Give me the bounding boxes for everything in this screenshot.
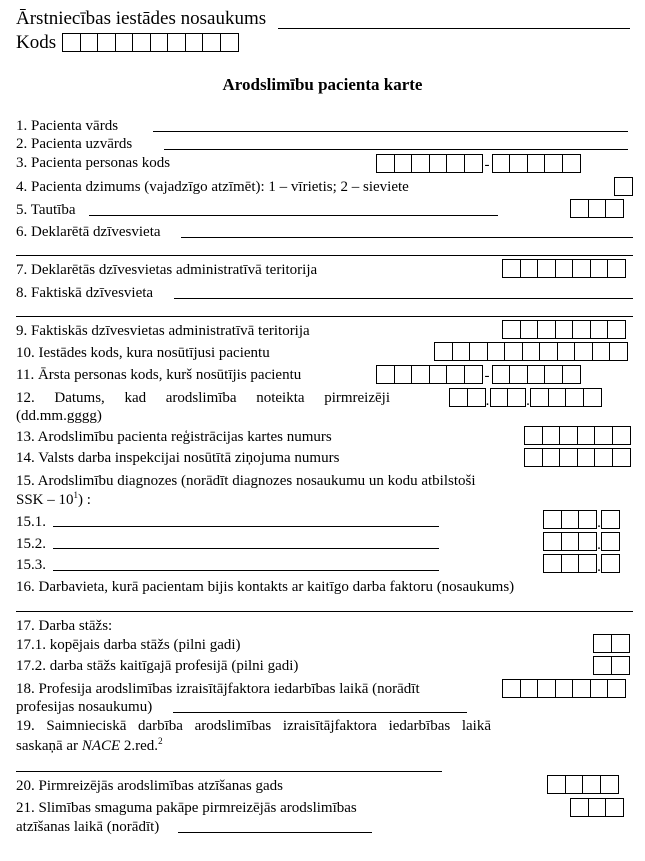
digit-box[interactable] [605, 199, 624, 218]
field-2-line[interactable] [164, 149, 628, 150]
digit-box[interactable] [577, 426, 596, 445]
digit-box[interactable] [578, 532, 597, 551]
field-19-line[interactable] [16, 771, 442, 772]
digit-box[interactable] [509, 365, 528, 384]
digit-box[interactable] [607, 679, 626, 698]
digit-box[interactable] [464, 365, 483, 384]
field-6-line[interactable] [181, 237, 633, 238]
digit-box[interactable] [607, 320, 626, 339]
field-8-line-2[interactable] [16, 316, 633, 317]
digit-box[interactable] [588, 199, 607, 218]
digit-box[interactable] [577, 448, 596, 467]
field-5-line[interactable] [89, 215, 498, 216]
footnote-1-marker: 1 [73, 490, 79, 500]
total-experience-boxes[interactable] [593, 634, 630, 653]
digit-box[interactable] [578, 554, 597, 573]
digit-box[interactable] [544, 154, 563, 173]
gender-box[interactable] [614, 177, 633, 196]
field-4-label: 4. Pacienta dzimums (vajadzīgo atzīmēt): 1 – vīrietis; 2 – sieviete [16, 179, 409, 195]
field-10-label: 10. Iestādes kods, kura nosūtījusi pacientu [16, 345, 270, 361]
digit-box[interactable] [607, 259, 626, 278]
digit-box[interactable] [429, 365, 448, 384]
field-21-line[interactable] [178, 832, 372, 833]
institution-code-boxes-10[interactable] [434, 342, 628, 361]
field-17-2-label: 17.2. darba stāžs kaitīgajā profesijā (pilni gadi) [16, 658, 299, 674]
digit-box[interactable] [593, 656, 612, 675]
nationality-boxes[interactable] [570, 199, 624, 218]
digit-box[interactable] [611, 656, 630, 675]
digit-box[interactable] [544, 365, 563, 384]
field-12-label-2: (dd.mm.gggg) [16, 408, 102, 424]
footnote-2-marker: 2 [158, 736, 163, 746]
field-21-label-2: atzīšanas laikā (norādīt) [16, 819, 160, 835]
digit-box[interactable] [507, 388, 526, 407]
digit-box[interactable] [547, 775, 566, 794]
field-15-2-label: 15.2. [16, 536, 46, 552]
digit-box[interactable] [446, 154, 465, 173]
digit-box[interactable] [167, 33, 186, 52]
field-7-label: 7. Deklarētās dzīvesvietas administratīvā teritorija [16, 262, 318, 278]
institution-code-boxes[interactable] [62, 33, 239, 52]
digit-box[interactable] [543, 532, 562, 551]
digit-box[interactable] [594, 426, 613, 445]
digit-box[interactable] [132, 33, 151, 52]
digit-box[interactable] [469, 342, 488, 361]
digit-box[interactable] [605, 798, 624, 817]
field-19-label-2 [16, 737, 163, 755]
field-16-line[interactable] [16, 611, 633, 612]
diagnosis-3-code-boxes[interactable] [543, 554, 620, 573]
digit-box[interactable] [590, 320, 609, 339]
digit-box[interactable] [537, 679, 556, 698]
field-12-label [16, 389, 390, 407]
report-number-boxes[interactable] [524, 448, 631, 467]
actual-territory-boxes[interactable] [502, 320, 626, 339]
dot-separator: . [526, 393, 530, 409]
field-21-label: 21. Slimības smaguma pakāpe pirmreizējās arodslimības [16, 800, 357, 816]
digit-box[interactable] [559, 426, 578, 445]
digit-box[interactable] [548, 388, 567, 407]
digit-box[interactable] [574, 342, 593, 361]
digit-box[interactable] [543, 554, 562, 573]
digit-box[interactable] [80, 33, 99, 52]
digit-box[interactable] [601, 532, 620, 551]
page-title: Arodslimību pacienta karte [222, 75, 423, 94]
recognition-year-boxes[interactable] [547, 775, 619, 794]
digit-box[interactable] [62, 33, 81, 52]
field-20-label: 20. Pirmreizējās arodslimības atzīšanas gads [16, 778, 284, 794]
profession-code-boxes[interactable] [502, 679, 626, 698]
field-15-1-line[interactable] [53, 526, 439, 527]
digit-box[interactable] [543, 510, 562, 529]
dot-separator: . [597, 537, 601, 553]
digit-box[interactable] [522, 342, 541, 361]
nace-prefix: saskaņā ar [16, 738, 82, 754]
digit-box[interactable] [592, 342, 611, 361]
field-1-label: 1. Pacienta vārds [16, 118, 119, 134]
field-8-label: 8. Faktiskā dzīvesvieta [16, 285, 154, 301]
nace-revision: 2.red. [120, 738, 159, 754]
field-12-line-1: 12. Datums, kad arodslimība noteikta pirmreizēji [16, 390, 390, 406]
dot-separator: . [597, 515, 601, 531]
digit-box[interactable] [185, 33, 204, 52]
digit-box[interactable] [411, 154, 430, 173]
institution-name-line[interactable] [278, 28, 630, 29]
field-15-3-line[interactable] [53, 570, 439, 571]
card-number-boxes[interactable] [524, 426, 631, 445]
field-18-line[interactable] [173, 712, 467, 713]
field-3-label: 3. Pacienta personas kods [16, 155, 171, 171]
digit-box[interactable] [555, 259, 574, 278]
field-18-label: 18. Profesija arodslimības izraisītājfaktora iedarbības laikā (norādīt [16, 681, 420, 697]
digit-box[interactable] [555, 679, 574, 698]
digit-box[interactable] [530, 388, 549, 407]
field-8-line[interactable] [174, 298, 633, 299]
digit-box[interactable] [490, 388, 509, 407]
digit-box[interactable] [376, 154, 395, 173]
institution-name-label: Ārstniecības iestādes nosaukums [16, 8, 267, 29]
digit-box[interactable] [578, 510, 597, 529]
digit-box[interactable] [502, 679, 521, 698]
digit-box[interactable] [570, 199, 589, 218]
digit-box[interactable] [411, 365, 430, 384]
digit-box[interactable] [614, 177, 633, 196]
digit-box[interactable] [446, 365, 465, 384]
field-15-2-line[interactable] [53, 548, 439, 549]
digit-box[interactable] [509, 154, 528, 173]
digit-box[interactable] [562, 154, 581, 173]
field-9-label: 9. Faktiskās dzīvesvietas administratīvā teritorija [16, 323, 310, 339]
diagnosis-2-code-boxes[interactable] [543, 532, 620, 551]
digit-box[interactable] [612, 426, 631, 445]
digit-box[interactable] [524, 426, 543, 445]
digit-box[interactable] [487, 342, 506, 361]
digit-box[interactable] [502, 259, 521, 278]
digit-box[interactable] [582, 775, 601, 794]
digit-box[interactable] [609, 342, 628, 361]
digit-box[interactable] [492, 154, 511, 173]
digit-box[interactable] [565, 775, 584, 794]
field-15-1-label: 15.1. [16, 514, 46, 530]
digit-box[interactable] [562, 365, 581, 384]
institution-code-label: Kods [16, 32, 57, 53]
digit-box[interactable] [520, 679, 539, 698]
digit-box[interactable] [502, 320, 521, 339]
field-15-label-2 [16, 491, 91, 509]
ssk-label-end: ) : [78, 492, 91, 508]
diagnosis-1-code-boxes[interactable] [543, 510, 620, 529]
digit-box[interactable] [565, 388, 584, 407]
digit-box[interactable] [588, 798, 607, 817]
digit-box[interactable] [590, 259, 609, 278]
digit-box[interactable] [600, 775, 619, 794]
digit-box[interactable] [601, 554, 620, 573]
digit-box[interactable] [429, 154, 448, 173]
digit-box[interactable] [561, 554, 580, 573]
doctor-code-boxes[interactable] [376, 365, 581, 384]
nace-label: NACE [81, 738, 121, 754]
digit-box[interactable] [557, 342, 576, 361]
digit-box[interactable] [542, 426, 561, 445]
digit-box[interactable] [559, 448, 578, 467]
digit-box[interactable] [594, 448, 613, 467]
digit-box[interactable] [524, 448, 543, 467]
digit-box[interactable] [220, 33, 239, 52]
digit-box[interactable] [539, 342, 558, 361]
field-16-label: 16. Darbavieta, kurā pacientam bijis kontakts ar kaitīgo darba faktoru (nosaukums) [16, 579, 515, 595]
digit-box[interactable] [520, 320, 539, 339]
digit-box[interactable] [527, 365, 546, 384]
declared-territory-boxes[interactable] [502, 259, 626, 278]
field-17-1-label: 17.1. kopējais darba stāžs (pilni gadi) [16, 637, 241, 653]
personal-code-boxes[interactable] [376, 154, 581, 173]
digit-box[interactable] [394, 154, 413, 173]
field-19-label [16, 717, 491, 735]
field-11-label: 11. Ārsta personas kods, kurš nosūtījis pacientu [16, 367, 302, 383]
dot-separator: . [597, 559, 601, 575]
digit-box[interactable] [504, 342, 523, 361]
field-5-label: 5. Tautība [16, 202, 76, 218]
digit-box[interactable] [97, 33, 116, 52]
field-1-line[interactable] [153, 131, 628, 132]
field-15-label: 15. Arodslimību diagnozes (norādīt diagnozes nosaukumu un kodu atbilstoši [16, 473, 476, 489]
digit-box[interactable] [537, 320, 556, 339]
field-18-label-2: profesijas nosaukumu) [16, 699, 153, 715]
field-13-label: 13. Arodslimību pacienta reģistrācijas kartes numurs [16, 429, 332, 445]
digit-box[interactable] [537, 259, 556, 278]
field-6-line-2[interactable] [16, 255, 633, 256]
digit-box[interactable] [555, 320, 574, 339]
digit-box[interactable] [467, 388, 486, 407]
digit-box[interactable] [572, 679, 591, 698]
field-2-label: 2. Pacienta uzvārds [16, 136, 133, 152]
digit-box[interactable] [452, 342, 471, 361]
field-17-label: 17. Darba stāžs: [16, 618, 113, 634]
field-19-line-1: 19. Saimnieciskā darbība arodslimības izraisītājfaktora iedarbības laikā [16, 718, 491, 734]
digit-box[interactable] [572, 259, 591, 278]
digit-box[interactable] [449, 388, 468, 407]
digit-box[interactable] [611, 634, 630, 653]
digit-box[interactable] [572, 320, 591, 339]
digit-box[interactable] [464, 154, 483, 173]
digit-box[interactable] [527, 154, 546, 173]
field-14-label: 14. Valsts darba inspekcijai nosūtītā ziņojuma numurs [16, 450, 340, 466]
digit-box[interactable] [590, 679, 609, 698]
digit-box[interactable] [202, 33, 221, 52]
digit-box[interactable] [583, 388, 602, 407]
digit-box[interactable] [542, 448, 561, 467]
digit-box[interactable] [520, 259, 539, 278]
digit-box[interactable] [612, 448, 631, 467]
dot-separator: . [485, 393, 490, 409]
digit-box[interactable] [394, 365, 413, 384]
digit-box[interactable] [376, 365, 395, 384]
digit-box[interactable] [601, 510, 620, 529]
field-15-3-label: 15.3. [16, 557, 46, 573]
digit-box[interactable] [561, 510, 580, 529]
severity-boxes[interactable] [570, 798, 624, 817]
ssk-label: SSK – 10 [16, 492, 74, 508]
dash-separator: - [484, 157, 490, 173]
digit-box[interactable] [434, 342, 453, 361]
digit-box[interactable] [492, 365, 511, 384]
digit-box[interactable] [115, 33, 134, 52]
digit-box[interactable] [593, 634, 612, 653]
field-6-label: 6. Deklarētā dzīvesvieta [16, 224, 161, 240]
dash-separator: - [484, 368, 490, 384]
digit-box[interactable] [150, 33, 169, 52]
date-boxes[interactable] [449, 388, 602, 407]
harmful-experience-boxes[interactable] [593, 656, 630, 675]
digit-box[interactable] [561, 532, 580, 551]
digit-box[interactable] [570, 798, 589, 817]
